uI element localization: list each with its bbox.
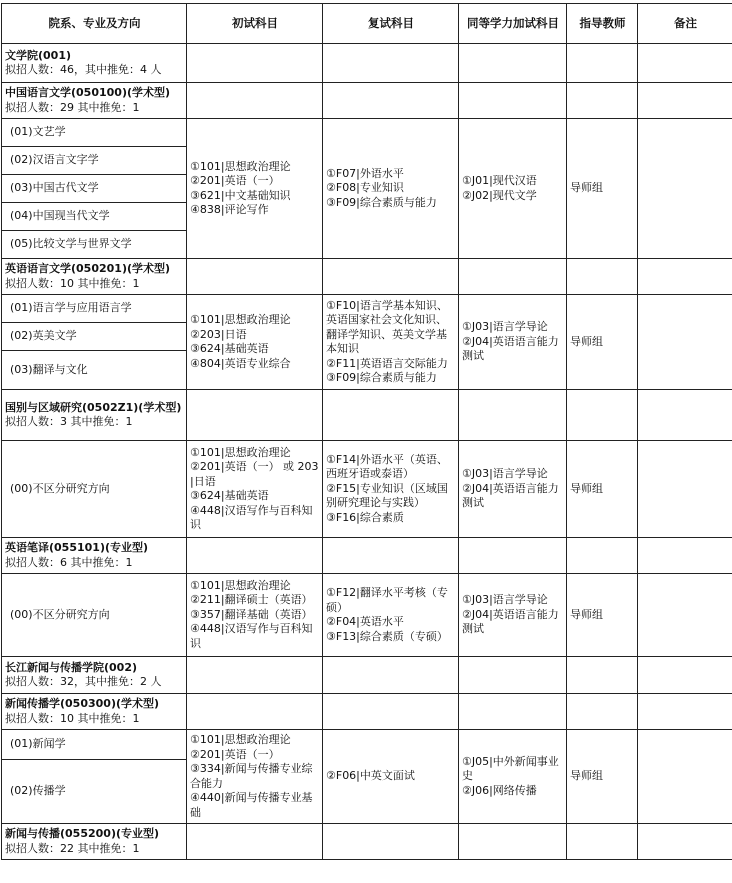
advisor-cell: 导师组: [567, 574, 638, 657]
group-title: 英语笔译(055101)(专业型): [5, 541, 184, 556]
group-title: 英语语言文学(050201)(学术型): [5, 262, 184, 277]
direction-cell: (03)中国古代文学: [2, 175, 187, 203]
retest-cell: ①F14|外语水平（英语、西班牙语或泰语） ②F15|专业知识（区域国别研究理论与实践） ③F16|综合素质: [323, 441, 459, 538]
admissions-table: [1, 3, 732, 860]
direction-cell: (04)中国现当代文学: [2, 203, 187, 231]
header-retest: 复试科目: [323, 4, 459, 44]
equiv-cell: ①J01|现代汉语 ②J02|现代文学: [459, 119, 567, 259]
group-row-changjiang: [2, 657, 732, 694]
advisor-cell: 导师组: [567, 119, 638, 259]
group-quota: 拟招人数：6 其中推免：1: [5, 556, 184, 571]
notes-cell: [638, 574, 732, 657]
group-title: 国别与区域研究(0502Z1)(学术型): [5, 401, 184, 416]
direction-cell: (02)传播学: [2, 760, 187, 824]
advisor-cell: 导师组: [567, 295, 638, 390]
advisor-cell: 导师组: [567, 730, 638, 824]
retest-cell: ①F10|语言学基本知识、英语国家社会文化知识、翻译学知识、英美文学基本知识 ②F11|英语语言交际能力 ③F09|综合素质与能力: [323, 295, 459, 390]
group-title: 新闻与传播(055200)(专业型): [5, 827, 184, 842]
group-cell: [2, 259, 187, 295]
equiv-cell: ①J03|语言学导论 ②J04|英语语言能力测试: [459, 441, 567, 538]
group-cell: [2, 694, 187, 730]
group-row-guobie: [2, 390, 732, 441]
prelim-cell: ①101|思想政治理论 ②201|英语（一） ③621|中文基础知识 ④838|评论写作: [187, 119, 323, 259]
direction-row: [2, 295, 732, 323]
group-title: 中国语言文学(050100)(学术型): [5, 86, 184, 101]
direction-cell: (05)比较文学与世界文学: [2, 231, 187, 259]
group-title: 长江新闻与传播学院(002): [5, 661, 184, 676]
direction-row: [2, 119, 732, 147]
prelim-cell: ①101|思想政治理论 ②201|英语（一） ③334|新闻与传播专业综合能力 ④440|新闻与传播专业基础: [187, 730, 323, 824]
direction-cell: (02)汉语言文字学: [2, 147, 187, 175]
group-row-xinwen: [2, 694, 732, 730]
direction-cell: (00)不区分研究方向: [2, 574, 187, 657]
equiv-cell: ①J03|语言学导论 ②J04|英语语言能力测试: [459, 295, 567, 390]
group-quota: 拟招人数：22 其中推免：1: [5, 842, 184, 857]
notes-cell: [638, 730, 732, 824]
retest-cell: ②F06|中英文面试: [323, 730, 459, 824]
header-equiv: 同等学力加试科目: [459, 4, 567, 44]
group-title: 文学院(001): [5, 49, 184, 64]
direction-cell: (03)翻译与文化: [2, 351, 187, 390]
retest-cell: ①F12|翻译水平考核（专硕） ②F04|英语水平 ③F13|综合素质（专硕）: [323, 574, 459, 657]
direction-row: [2, 730, 732, 760]
group-cell: [2, 44, 187, 83]
group-row-yingyu: [2, 259, 732, 295]
retest-cell: ①F07|外语水平 ②F08|专业知识 ③F09|综合素质与能力: [323, 119, 459, 259]
equiv-cell: ①J03|语言学导论 ②J04|英语语言能力测试: [459, 574, 567, 657]
prelim-cell: ①101|思想政治理论 ②201|英语（一） 或 203|日语 ③624|基础英语 ④448|汉语写作与百科知识: [187, 441, 323, 538]
group-cell: [2, 83, 187, 119]
group-quota: 拟招人数：46，其中推免：4 人: [5, 63, 184, 78]
group-cell: [2, 538, 187, 574]
group-row-xinwenzhuan: [2, 824, 732, 860]
group-row-biyi: [2, 538, 732, 574]
direction-row: [2, 574, 732, 657]
direction-cell: (00)不区分研究方向: [2, 441, 187, 538]
group-quota: 拟招人数：3 其中推免：1: [5, 415, 184, 430]
prelim-cell: ①101|思想政治理论 ②203|日语 ③624|基础英语 ④804|英语专业综合: [187, 295, 323, 390]
group-row-wenxueyuan: [2, 44, 732, 83]
prelim-cell: ①101|思想政治理论 ②211|翻译硕士（英语） ③357|翻译基础（英语） ④448|汉语写作与百科知识: [187, 574, 323, 657]
direction-cell: (02)英美文学: [2, 323, 187, 351]
group-cell: [2, 657, 187, 694]
notes-cell: [638, 119, 732, 259]
group-cell: [2, 390, 187, 441]
direction-cell: (01)语言学与应用语言学: [2, 295, 187, 323]
header-notes: 备注: [638, 4, 732, 44]
direction-cell: (01)新闻学: [2, 730, 187, 760]
direction-cell: (01)文艺学: [2, 119, 187, 147]
header-dept: 院系、专业及方向: [2, 4, 187, 44]
direction-row: [2, 441, 732, 538]
group-quota: 拟招人数：10 其中推免：1: [5, 712, 184, 727]
group-title: 新闻传播学(050300)(学术型): [5, 697, 184, 712]
equiv-cell: ①J05|中外新闻事业史 ②J06|网络传播: [459, 730, 567, 824]
group-row-zhongwen: [2, 83, 732, 119]
header-prelim: 初试科目: [187, 4, 323, 44]
notes-cell: [638, 441, 732, 538]
advisor-cell: 导师组: [567, 441, 638, 538]
group-quota: 拟招人数：32，其中推免：2 人: [5, 675, 184, 690]
header-row: [2, 4, 732, 44]
notes-cell: [638, 295, 732, 390]
group-cell: [2, 824, 187, 860]
group-quota: 拟招人数：29 其中推免：1: [5, 101, 184, 116]
group-quota: 拟招人数：10 其中推免：1: [5, 277, 184, 292]
header-advisor: 指导教师: [567, 4, 638, 44]
